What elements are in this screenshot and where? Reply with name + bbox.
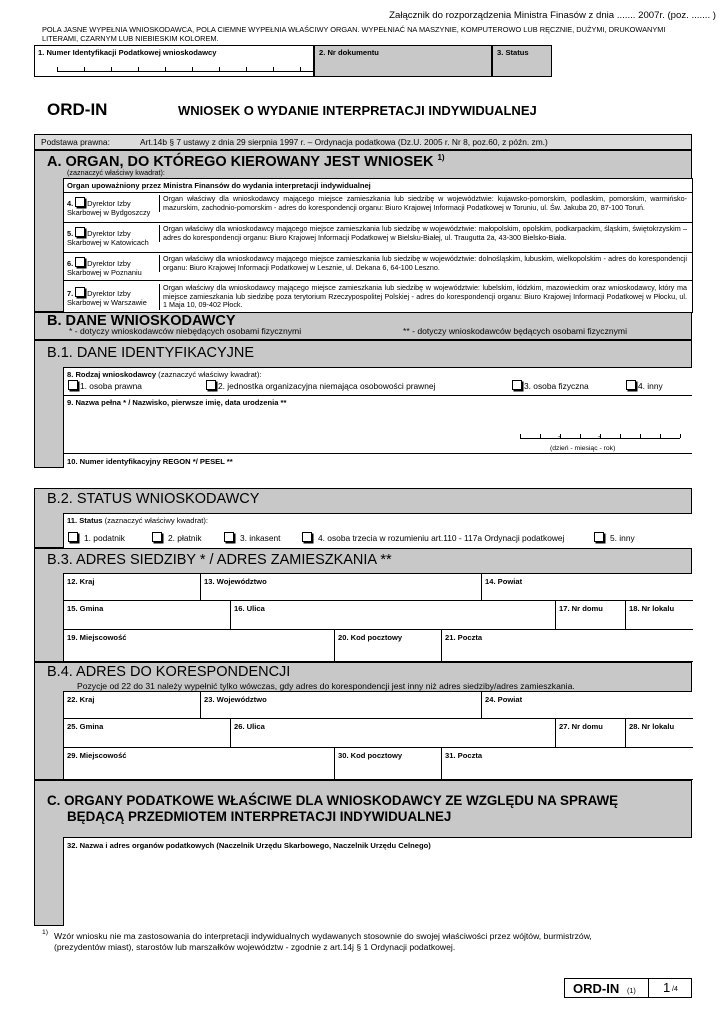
section-b3 xyxy=(34,548,692,662)
street-field[interactable]: 16. Ulica xyxy=(231,601,556,630)
city-field[interactable]: 19. Miejscowość xyxy=(64,630,335,662)
footer-page-total: /4 xyxy=(672,986,678,993)
address-grid xyxy=(63,573,692,662)
section-b2 xyxy=(34,488,692,548)
section-c-title-2: BĘDĄCĄ PRZEDMIOTEM INTERPRETACJI INDYWIDUALNEJ xyxy=(67,809,452,824)
digit-tick xyxy=(580,434,581,438)
form-code: ORD-IN xyxy=(47,100,108,119)
nip-digit-marks xyxy=(57,67,327,72)
status-option-taxpayer[interactable]: 1. podatnik xyxy=(68,532,125,543)
nip-field[interactable] xyxy=(34,45,314,77)
digit-tick xyxy=(300,67,301,71)
postal-code-field[interactable]: 20. Kod pocztowy xyxy=(335,630,442,662)
option-legal-person[interactable]: 1. osoba prawna xyxy=(68,380,142,391)
county-field[interactable]: 14. Powiat xyxy=(482,574,693,601)
organ-option-katowice[interactable]: 5. Dyrektor Izby Skarbowej w Katowicach Organ właściwy dla wnioskodawcy mającego miejsce zamieszkania lub siedzibę w województwie: małopolskim, opolskim, podkarpackim, śląskim, świętokrzyskim – adres do korespondencji organu: Biuro Krajowej Informacji Podatkowej w Bielsku-Białej, ul. Traugutta 2a, 43-300 Bielsko-Biała. xyxy=(64,222,692,252)
organ-checkbox[interactable] xyxy=(75,287,85,297)
status-field xyxy=(492,45,552,77)
instruction-line-2: LITERAMI, CZARNYM LUB NIEBIESKIM KOLOREM. xyxy=(42,34,219,43)
checkbox-third-party[interactable] xyxy=(302,532,312,542)
corr-country-field[interactable]: 22. Kraj xyxy=(64,692,201,719)
corr-city-field[interactable]: 29. Miejscowość xyxy=(64,748,335,780)
doc-number-label: 2. Nr dokumentu xyxy=(319,48,379,57)
checkbox-org-unit[interactable] xyxy=(206,380,216,390)
status-option-payer[interactable]: 2. płatnik xyxy=(152,532,202,543)
section-c-title-1: C. ORGANY PODATKOWE WŁAŚCIWE DLA WNIOSKODAWCY ZE WZGLĘDU NA SPRAWĘ xyxy=(47,793,619,808)
footer-version: (1) xyxy=(627,986,636,995)
section-b xyxy=(34,312,692,340)
field-11 xyxy=(63,513,692,548)
option-org-unit[interactable]: 2. jednostka organizacyjna niemająca osobowości prawnej xyxy=(206,380,435,391)
section-b1 xyxy=(34,340,692,468)
status-option-collector[interactable]: 3. inkasent xyxy=(224,532,281,543)
corr-street-field[interactable]: 26. Ulica xyxy=(231,719,556,748)
post-office-field[interactable]: 21. Poczta xyxy=(442,630,693,662)
legal-basis-text: Art.14b § 7 ustawy z dnia 29 sierpnia 1997 r. – Ordynacja podatkowa (Dz.U. 2005 r. Nr 8, poz.60, z późn. zm.) xyxy=(140,137,548,147)
apartment-number-field[interactable]: 18. Nr lokalu xyxy=(626,601,693,630)
section-b4 xyxy=(34,662,692,780)
correspondence-address-grid xyxy=(63,691,692,780)
corr-voivodeship-field[interactable]: 23. Województwo xyxy=(201,692,482,719)
checkbox-natural-person[interactable] xyxy=(512,380,522,390)
country-field[interactable]: 12. Kraj xyxy=(64,574,201,601)
attachment-note: Załącznik do rozporządzenia Ministra Finasów z dnia ....... 2007r. (poz. ....... ) xyxy=(389,10,716,21)
footnote-line-1: Wzór wniosku nie ma zastosowania do interpretacji indywidualnych wydawanych stosownie do swojej właściwości przez wójtów, burmistrzów, xyxy=(54,931,592,941)
footnote-line-2: (prezydentów miast), starostów lub marszałków województw - zgodnie z art.14j § 1 Ordynacji podatkowej. xyxy=(54,942,456,952)
organ-description: Organ właściwy dla wnioskodawcy mającego miejsce zamieszkania lub siedzibę w województwie: dolnośląskim, lubuskim, wielkopolskim - adres do korespondencji organu: Biuro Krajowej Informacji Podatkowej w Lesznie, ul. Dekana 6, 64-100 Leszno. xyxy=(159,255,687,272)
organ-checkbox[interactable] xyxy=(75,227,85,237)
digit-tick xyxy=(219,67,220,71)
checkbox-payer[interactable] xyxy=(152,532,162,542)
section-b4-title: B.4. ADRES DO KORESPONDENCJI xyxy=(47,664,291,680)
digit-tick xyxy=(273,67,274,71)
section-a xyxy=(34,150,692,312)
organ-description: Organ właściwy dla wnioskodawcy mającego miejsce zamieszkania lub siedzibę w województwie: małopolskim, opolskim, podkarpackim, śląskim, świętokrzyskim – adres do korespondencji organu: Biuro Krajowej Informacji Podatkowej w Bielsku-Białej, ul. Traugutta 2a, 43-300 Bielsko-Biała. xyxy=(159,225,687,242)
digit-tick xyxy=(660,434,661,438)
digit-tick xyxy=(680,434,681,438)
status-option-other[interactable]: 5. inny xyxy=(594,532,635,543)
checkbox-legal-person[interactable] xyxy=(68,380,78,390)
digit-tick xyxy=(192,67,193,71)
digit-tick xyxy=(57,67,58,71)
nip-label: 1. Numer Identyfikacji Podatkowej wnioskodawcy xyxy=(38,48,217,57)
form-title: WNIOSEK O WYDANIE INTERPRETACJI INDYWIDUALNEJ xyxy=(178,103,537,118)
footer-page: 1 xyxy=(663,980,671,995)
doc-number-field xyxy=(314,45,492,77)
digit-tick xyxy=(640,434,641,438)
section-a-title: A. ORGAN, DO KTÓREGO KIEROWANY JEST WNIOSEK $^{1)}$ xyxy=(47,153,445,170)
option-natural-person[interactable]: 3. osoba fizyczna xyxy=(512,380,589,391)
field-10-label: 10. Numer identyfikacyjny REGON */ PESEL ** xyxy=(67,457,233,466)
voivodeship-field[interactable]: 13. Województwo xyxy=(201,574,482,601)
corr-house-number-field[interactable]: 27. Nr domu xyxy=(556,719,626,748)
digit-tick xyxy=(165,67,166,71)
digit-tick xyxy=(111,67,112,71)
organ-option-bydgoszcz[interactable]: 4. Dyrektor Izby Skarbowej w Bydgoszczy Organ właściwy dla wnioskodawcy mającego miejsce zamieszkania lub siedzibę w województwie: kujawsko-pomorskim, podlaskim, pomorskim, warmińsko-mazurskim, zachodnio-pomorskim - adres do korespondencji organu: Biuro Krajowej Informacji Podatkowej w Toruniu, ul. Św. Jakuba 20, 87-100 Toruń. xyxy=(64,192,692,222)
digit-tick xyxy=(246,67,247,71)
footer-code: ORD-IN xyxy=(573,981,620,996)
digit-tick xyxy=(540,434,541,438)
checkbox-status-other[interactable] xyxy=(594,532,604,542)
section-b1-title: B.1. DANE IDENTYFIKACYJNE xyxy=(47,345,255,361)
section-b2-title: B.2. STATUS WNIOSKODAWCY xyxy=(47,491,260,507)
corr-apartment-number-field[interactable]: 28. Nr lokalu xyxy=(626,719,693,748)
date-format-hint: (dzień - miesiąc - rok) xyxy=(550,445,616,452)
date-separator: - xyxy=(558,434,561,441)
corr-postal-code-field[interactable]: 30. Kod pocztowy xyxy=(335,748,442,780)
organ-option-warszawa[interactable]: 7. Dyrektor Izby Skarbowej w Warszawie Organ właściwy dla wnioskodawcy mającego miejsce zamieszkania lub siedzibę w województwie: lubelskim, łódzkim, mazowieckim oraz wnioskodawcy, który ma miejsce zamieszkania lub siedzibę poza terytorium Rzeczypospolitej Polskiej - adres do korespondencji organu: Biuro Krajowej Informacji Podatkowej w Płocku, ul. 1 Maja 10, 09-402 Płock. xyxy=(64,280,692,313)
field-8-label: 8. Rodzaj wnioskodawcy (zaznaczyć właściwy kwadrat): xyxy=(67,370,262,379)
field-11-label: 11. Status (zaznaczyć właściwy kwadrat): xyxy=(67,516,208,525)
birth-date-marks xyxy=(520,434,680,439)
checkbox-taxpayer[interactable] xyxy=(68,532,78,542)
digit-tick xyxy=(84,67,85,71)
legal-basis-label: Podstawa prawna: xyxy=(41,137,110,147)
field-8 xyxy=(63,367,692,395)
field-32-label: 32. Nazwa i adres organów podatkowych (Naczelnik Urzędu Skarbowego, Naczelnik Urzędu Celnego) xyxy=(67,841,431,850)
section-a-hint: (zaznaczyć właściwy kwadrat): xyxy=(67,168,165,177)
authorized-organ-label: Organ upoważniony przez Ministra Finansów do wydania interpretacji indywidualnej xyxy=(67,181,371,190)
section-b4-note: Pozycje od 22 do 31 należy wypełnić tylko wówczas, gdy adres do korespondencji jest inny niż adres siedziby/adres zamieszkania. xyxy=(77,681,575,691)
checkbox-collector[interactable] xyxy=(224,532,234,542)
note-single-asterisk: * - dotyczy wnioskodawców niebędących osobami fizycznymi xyxy=(69,326,302,336)
option-other[interactable]: 4. inny xyxy=(626,380,663,391)
note-double-asterisk: ** - dotyczy wnioskodawców będących osobami fizycznymi xyxy=(403,326,628,336)
organ-option-poznan[interactable]: 6. Dyrektor Izby Skarbowej w Poznaniu Organ właściwy dla wnioskodawcy mającego miejsce zamieszkania lub siedzibę w województwie: dolnośląskim, lubuskim, wielkopolskim - adres do korespondencji organu: Biuro Krajowej Informacji Podatkowej w Lesznie, ul. Dekana 6, 64-100 Leszno. xyxy=(64,252,692,280)
footnote-mark: 1) xyxy=(42,929,49,936)
digit-tick xyxy=(620,434,621,438)
section-b3-title: B.3. ADRES SIEDZIBY * / ADRES ZAMIESZKANIA ** xyxy=(47,552,392,568)
organ-checkbox[interactable] xyxy=(75,257,85,267)
section-c xyxy=(34,780,692,926)
digit-tick xyxy=(520,434,521,438)
section-b-title: B. DANE WNIOSKODAWCY xyxy=(47,313,236,329)
organ-description: Organ właściwy dla wnioskodawcy mającego miejsce zamieszkania lub siedzibę w województwie: lubelskim, łódzkim, mazowieckim oraz wnioskodawcy, który ma miejsce zamieszkania lub siedzibę poza terytorium Rzeczypospolitej Polskiej - adres do korespondencji organu: Biuro Krajowej Informacji Podatkowej w Płocku, ul. 1 Maja 10, 09-402 Płock. xyxy=(159,284,687,310)
footer-form-code xyxy=(564,978,692,998)
organ-description: Organ właściwy dla wnioskodawcy mającego miejsce zamieszkania lub siedzibę w województwie: kujawsko-pomorskim, podlaskim, pomorskim, warmińsko-mazurskim, zachodnio-pomorskim - adres do korespondencji organu: Biuro Krajowej Informacji Podatkowej w Toruniu, ul. Św. Jakuba 20, 87-100 Toruń. xyxy=(159,195,687,212)
corr-post-office-field[interactable]: 31. Poczta xyxy=(442,748,693,780)
legal-basis-row xyxy=(34,134,692,150)
tax-authorities-field[interactable] xyxy=(63,837,692,926)
corr-commune-field[interactable]: 25. Gmina xyxy=(64,719,231,748)
organ-list xyxy=(63,178,693,313)
field-10[interactable] xyxy=(63,453,692,468)
organ-checkbox[interactable] xyxy=(75,197,85,207)
commune-field[interactable]: 15. Gmina xyxy=(64,601,231,630)
status-option-third-party[interactable]: 4. osoba trzecia w rozumieniu art.110 - 117a Ordynacji podatkowej xyxy=(302,532,564,543)
field-9[interactable] xyxy=(63,395,692,453)
date-separator: - xyxy=(598,434,601,441)
checkbox-other[interactable] xyxy=(626,380,636,390)
field-9-label: 9. Nazwa pełna * / Nazwisko, pierwsze imię, data urodzenia ** xyxy=(67,398,287,407)
status-label: 3. Status xyxy=(497,48,529,57)
house-number-field[interactable]: 17. Nr domu xyxy=(556,601,626,630)
corr-county-field[interactable]: 24. Powiat xyxy=(482,692,693,719)
digit-tick xyxy=(138,67,139,71)
instruction-line-1: POLA JASNE WYPEŁNIA WNIOSKODAWCA, POLA CIEMNE WYPEŁNIA WŁAŚCIWY ORGAN. WYPEŁNIAĆ NA MASZYNIE, KOMPUTEROWO LUB RĘCZNIE, DUŻYMI, DRUKOWANYMI xyxy=(42,25,666,34)
